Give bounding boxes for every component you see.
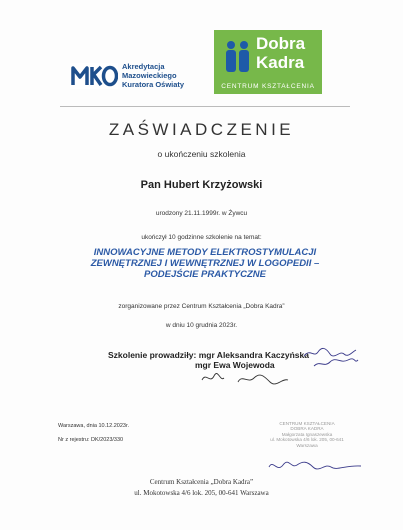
stamp-line-3: Małgorzata Ignaszewska [281, 431, 333, 437]
dobra-kadra-logo [214, 30, 322, 94]
place-and-date: Warszawa, dnia 10.12.2023r. [58, 423, 130, 429]
birth-info: urodzony 21.11.1999r. w Żywcu [155, 210, 248, 217]
dobra-kadra-line-2: Kadra [256, 53, 305, 72]
signature-director [265, 455, 365, 477]
organizer-text: zorganizowane przez Centrum Kształcenia „Dobra Kadra” [118, 303, 285, 310]
people-icon [222, 38, 256, 78]
trainers-label: Szkolenie prowadziły: [108, 350, 197, 360]
dobra-kadra-subtitle: CENTRUM KSZTAŁCENIA [221, 83, 315, 90]
certificate-subtitle: o ukończeniu szkolenia [157, 149, 246, 159]
registry-number: Nr z rejestru: DK/2023/330 [58, 437, 124, 443]
mko-logo-mark [70, 63, 118, 89]
signature-wojewoda [198, 368, 293, 388]
training-date: w dniu 10 grudnia 2023r. [165, 322, 238, 329]
header-divider [60, 106, 350, 107]
completion-text: ukończył 10 godzinne szkolenie na temat: [141, 234, 262, 241]
course-line-1: INNOWACYJNE METODY ELEKTROSTYMULACJI [93, 247, 317, 258]
footer-organization: Centrum Kształcenia „Dobra Kadra” [149, 478, 254, 486]
trainers-line [108, 350, 309, 360]
trainer-2: mgr Ewa Wojewoda [195, 360, 275, 370]
mko-logo-text [122, 62, 184, 89]
official-stamp [262, 421, 352, 448]
course-line-3: PODEJŚCIE PRAKTYCZNE [144, 269, 266, 280]
certificate-title: ZAŚWIADCZENIE [108, 120, 295, 139]
course-line-2: ZEWNĘTRZNEJ I WEWNĘTRZNEJ W LOGOPEDII – [90, 258, 320, 269]
dobra-kadra-line-1: Dobra [256, 34, 306, 53]
mko-logo [70, 62, 184, 89]
stamp-line-2: DOBRA KADRA [290, 426, 324, 432]
stamp-line-4: ul. Mokotowska 4/6 lok. 205, 00-641 Warszawa [270, 437, 344, 448]
recipient-name: Pan Hubert Krzyżowski [140, 179, 263, 191]
course-title [60, 247, 350, 280]
stamp-line-1: CENTRUM KSZTAŁCENIA [279, 421, 335, 426]
dobra-kadra-title [256, 34, 305, 72]
footer-address: ul. Mokotowska 4/6 lok. 205, 00-641 Warszawa [134, 489, 269, 497]
trainer-1: mgr Aleksandra Kaczyńska [198, 350, 309, 360]
mko-line-2: Mazowieckiego [122, 71, 177, 80]
signature-kaczynska [300, 342, 360, 372]
mko-line-3: Kuratora Oświaty [122, 80, 185, 89]
mko-line-1: Akredytacja [122, 62, 165, 71]
